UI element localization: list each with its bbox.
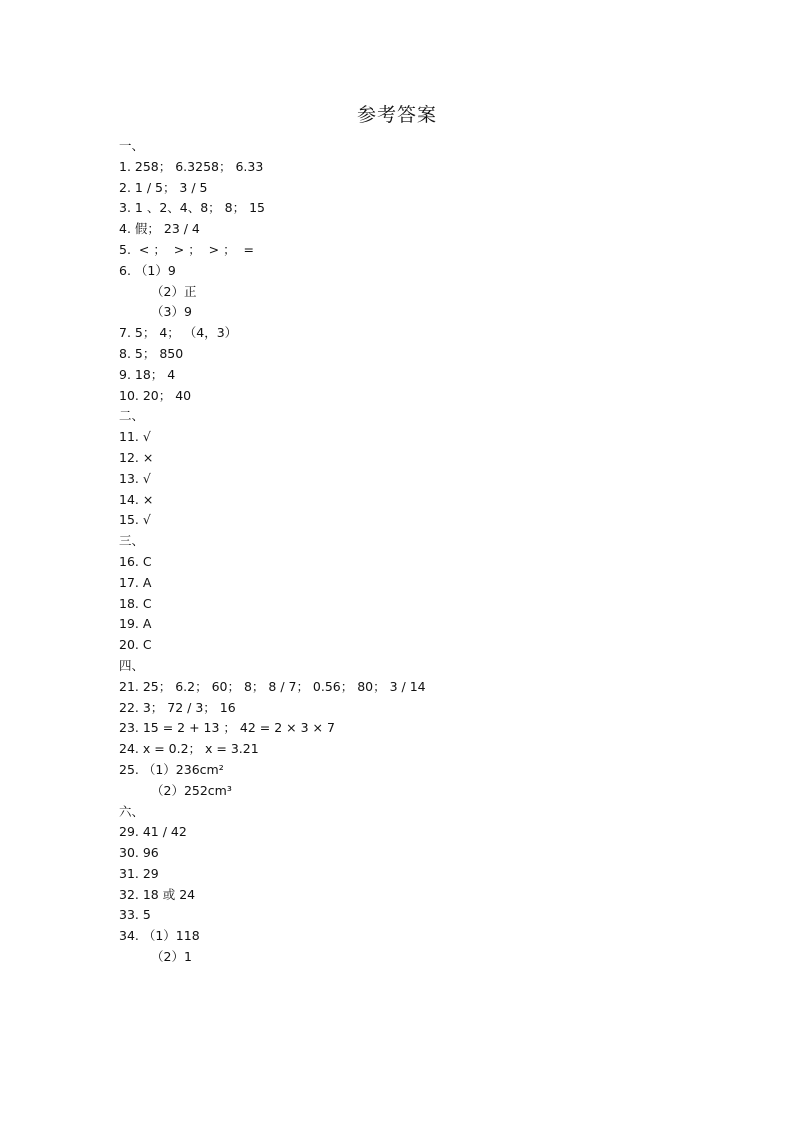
answer-line: 11. √ (119, 429, 151, 445)
answer-line: 20. C (119, 637, 152, 653)
answer-subline: （2）正 (151, 283, 197, 299)
answer-line: 14. × (119, 491, 154, 507)
answer-line: 30. 96 (119, 845, 159, 861)
answer-line: 一、 (119, 138, 145, 153)
answer-line: 4. 假； 23 / 4 (119, 221, 200, 237)
answer-line: 33. 5 (119, 907, 151, 923)
page-title: 参考答案 (356, 104, 437, 126)
answer-line: 23. 15 = 2 + 13 ； 42 = 2 × 3 × 7 (119, 720, 335, 736)
answer-line: 25. （1）236cm² (119, 761, 224, 777)
answer-line: 6. （1）9 (119, 262, 176, 278)
answer-line: 18. C (119, 595, 152, 611)
answer-line: 三、 (119, 533, 145, 549)
answer-line: 24. x = 0.2； x = 3.21 (119, 741, 259, 757)
answer-line: 13. √ (119, 470, 151, 486)
answer-list (119, 136, 719, 968)
answer-line: 21. 25； 6.2； 60； 8； 8 / 7； 0.56； 80； 3 / 14 (119, 678, 426, 694)
answer-line: 1. 258； 6.3258； 6.33 (119, 158, 264, 174)
answer-subline: （2）252cm³ (151, 782, 232, 798)
answer-line: 32. 18 或 24 (119, 886, 196, 902)
answer-line: 3. 1 、2、4、8； 8； 15 (119, 200, 265, 216)
answer-line: 7. 5； 4； （4，3） (119, 325, 238, 341)
answer-subline: （3）9 (151, 304, 192, 320)
answer-line: 34. （1）118 (119, 928, 200, 944)
answer-line: 10. 20； 40 (119, 387, 192, 403)
answer-subline: （2）1 (151, 949, 192, 965)
answer-line: 二、 (119, 408, 145, 424)
answer-line: 9. 18； 4 (119, 366, 176, 382)
answer-line: 5. < ； > ； > ； = (119, 241, 255, 257)
answer-line: 8. 5； 850 (119, 345, 184, 361)
answer-line: 2. 1 / 5； 3 / 5 (119, 179, 208, 195)
answer-line: 16. C (119, 553, 152, 569)
answer-line: 17. A (119, 574, 152, 590)
answer-line: 12. × (119, 449, 154, 465)
answer-line: 22. 3； 72 / 3； 16 (119, 699, 236, 715)
answer-line: 15. √ (119, 512, 151, 528)
answer-line: 19. A (119, 616, 152, 632)
answer-line: 四、 (119, 657, 145, 673)
answer-line: 六、 (119, 803, 145, 819)
answer-line: 29. 41 / 42 (119, 824, 187, 840)
answer-line: 31. 29 (119, 865, 159, 881)
